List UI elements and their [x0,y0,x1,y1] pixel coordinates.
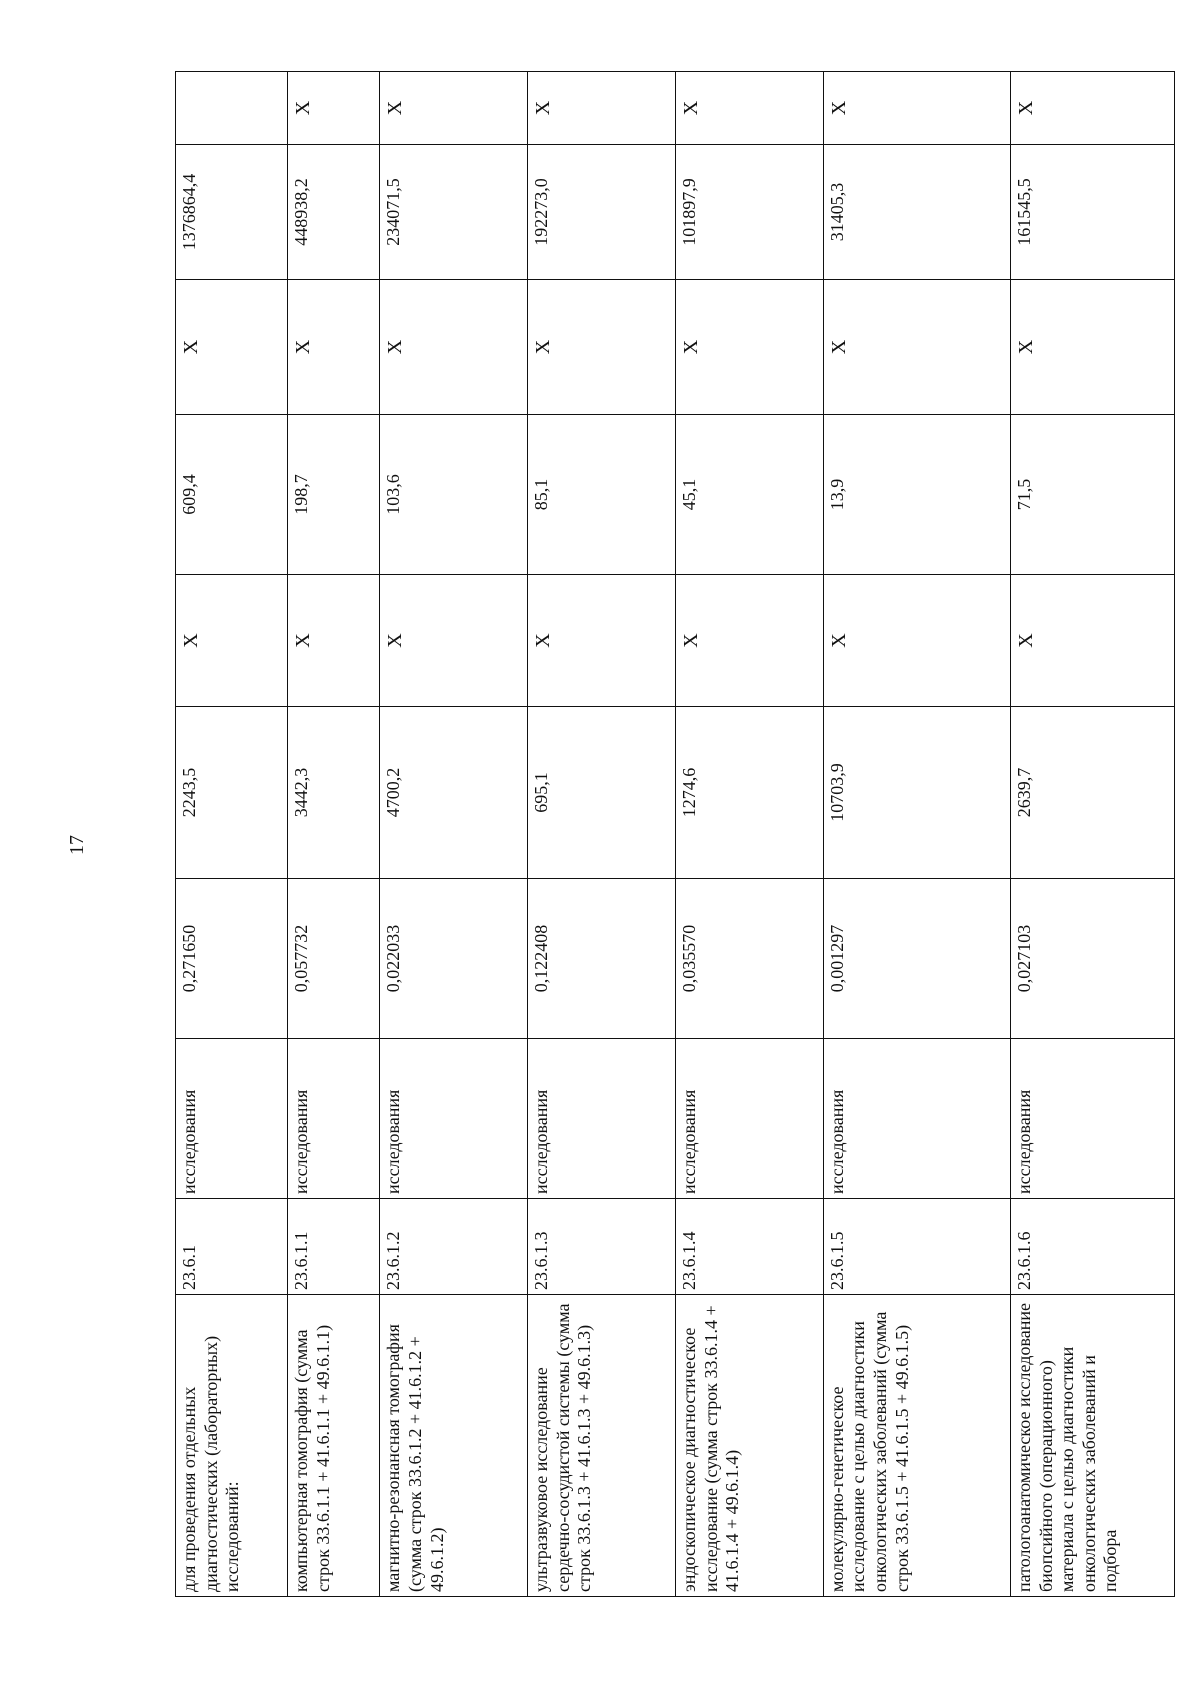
row-col10: 448938,2 [288,145,380,280]
row-norm-volume: 0,122408 [528,879,676,1039]
row-norm-volume: 0,027103 [1010,879,1174,1039]
row-unit: исследования [380,1039,528,1199]
row-cost-per-unit: 1274,6 [676,707,824,879]
row-col9: X [528,280,676,415]
row-norm-volume: 0,022033 [380,879,528,1039]
table-row [176,72,288,1597]
row-norm-volume: 0,057732 [288,879,380,1039]
table-row [1010,72,1174,1597]
row-col7: X [380,575,528,707]
row-col8: 71,5 [1010,415,1174,575]
table-row [380,72,528,1597]
row-col8: 609,4 [176,415,288,575]
row-name: патологоанатомическое исследование биопсийного (операционного) материала с целью диагностики онкологических заболеваний и подбора [1010,1295,1174,1597]
row-col9: X [676,280,824,415]
row-col10: 192273,0 [528,145,676,280]
row-col9: X [1010,280,1174,415]
financing-table [175,71,1175,1597]
row-col8: 45,1 [676,415,824,575]
row-name: магнитно-резонансная томография (сумма строк 33.6.1.2 + 41.6.1.2 + 49.6.1.2) [380,1295,528,1597]
row-code: 23.6.1.1 [288,1199,380,1295]
row-name: молекулярно-генетическое исследование с целью диагностики онкологических заболеваний (сумма строк 33.6.1.5 + 41.6.1.5 + 49.6.1.5) [823,1295,1010,1597]
rotated-table-container [175,72,1175,1597]
row-unit: исследования [676,1039,824,1199]
table-row [528,72,676,1597]
row-unit: исследования [176,1039,288,1199]
row-col8: 13,9 [823,415,1010,575]
row-col7: X [528,575,676,707]
row-col11: X [1010,72,1174,145]
row-unit: исследования [1010,1039,1174,1199]
row-cost-per-unit: 2243,5 [176,707,288,879]
row-code: 23.6.1.6 [1010,1199,1174,1295]
row-col11: X [823,72,1010,145]
row-col8: 85,1 [528,415,676,575]
row-cost-per-unit: 3442,3 [288,707,380,879]
row-col7: X [1010,575,1174,707]
row-col8: 198,7 [288,415,380,575]
row-unit: исследования [528,1039,676,1199]
row-col10: 234071,5 [380,145,528,280]
row-cost-per-unit: 10703,9 [823,707,1010,879]
row-norm-volume: 0,035570 [676,879,824,1039]
row-col9: X [176,280,288,415]
row-col7: X [176,575,288,707]
row-col7: X [676,575,824,707]
rotated-table-inner [175,72,1175,1597]
row-name: компьютерная томография (сумма строк 33.6.1.1 + 41.6.1.1 + 49.6.1.1) [288,1295,380,1597]
row-col9: X [380,280,528,415]
row-code: 23.6.1.4 [676,1199,824,1295]
table-row [676,72,824,1597]
row-code: 23.6.1.2 [380,1199,528,1295]
row-col10: 31405,3 [823,145,1010,280]
row-code: 23.6.1.3 [528,1199,676,1295]
row-unit: исследования [288,1039,380,1199]
table-row [823,72,1010,1597]
row-col11: X [288,72,380,145]
row-unit: исследования [823,1039,1010,1199]
table-row [288,72,380,1597]
row-col11: X [676,72,824,145]
row-col11 [176,72,288,145]
row-code: 23.6.1.5 [823,1199,1010,1295]
row-col9: X [823,280,1010,415]
row-col11: X [380,72,528,145]
row-col10: 161545,5 [1010,145,1174,280]
row-norm-volume: 0,271650 [176,879,288,1039]
row-col11: X [528,72,676,145]
row-cost-per-unit: 695,1 [528,707,676,879]
row-col7: X [288,575,380,707]
row-col10: 101897,9 [676,145,824,280]
row-name: ультразвуковое исследование сердечно-сосудистой системы (сумма строк 33.6.1.3 + 41.6.1.3 + 49.6.1.3) [528,1295,676,1597]
row-col8: 103,6 [380,415,528,575]
row-norm-volume: 0,001297 [823,879,1010,1039]
row-cost-per-unit: 2639,7 [1010,707,1174,879]
row-col9: X [288,280,380,415]
row-name: для проведения отдельных диагностических (лабораторных) исследований: [176,1295,288,1597]
page-number: 17 [65,835,88,855]
row-name: эндоскопическое диагностическое исследование (сумма строк 33.6.1.4 + 41.6.1.4 + 49.6.1.4) [676,1295,824,1597]
row-cost-per-unit: 4700,2 [380,707,528,879]
row-col10: 1376864,4 [176,145,288,280]
row-code: 23.6.1 [176,1199,288,1295]
row-col7: X [823,575,1010,707]
